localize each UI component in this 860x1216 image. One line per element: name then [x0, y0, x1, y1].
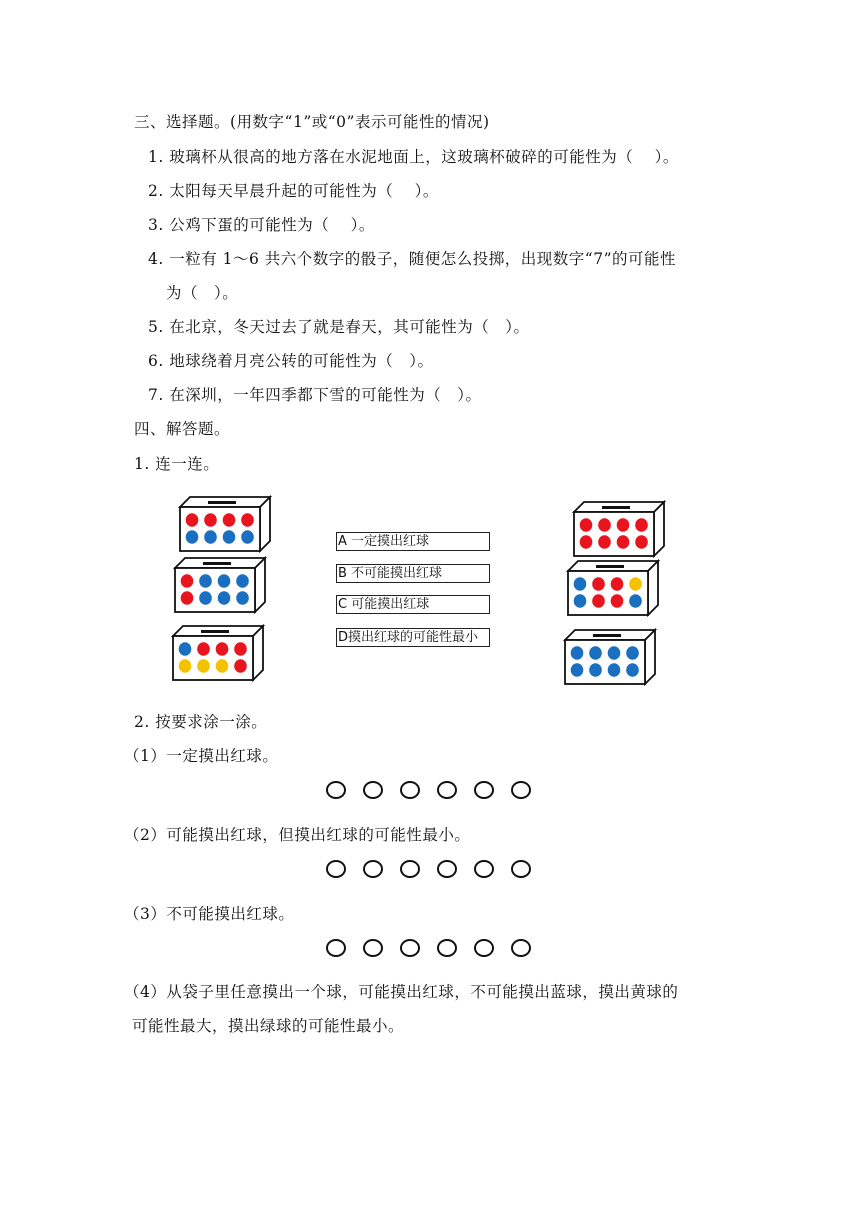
blue-ball: [199, 591, 212, 605]
circle[interactable]: [363, 781, 383, 799]
question-connect: 1. 连一连。: [134, 455, 220, 473]
blue-ball: [236, 591, 249, 605]
circle[interactable]: [400, 939, 420, 957]
blue-ball: [589, 646, 602, 660]
red-ball: [617, 518, 630, 532]
option-b-box: B 不可能摸出红球: [336, 564, 490, 583]
question-5: 5. 在北京，冬天过去了就是春天，其可能性为（ ）。: [148, 318, 530, 336]
option-c-box: C 可能摸出红球: [336, 595, 490, 614]
sub-question-2: （2）可能摸出红球，但摸出红球的可能性最小。: [124, 826, 471, 844]
blue-ball: [571, 646, 584, 660]
circle[interactable]: [511, 939, 531, 957]
red-ball: [204, 513, 217, 527]
ball-box-left-3: [171, 624, 267, 682]
red-ball: [234, 642, 247, 656]
blue-ball: [204, 530, 217, 544]
option-a-box: A 一定摸出红球: [336, 532, 490, 551]
question-4-line-1: 4. 一粒有 1～6 共六个数字的骰子，随便怎么投掷，出现数字“7”的可能性: [148, 250, 677, 268]
blue-ball: [626, 646, 639, 660]
blue-ball: [608, 663, 621, 677]
red-ball: [580, 518, 593, 532]
sub-question-1: （1）一定摸出红球。: [124, 747, 279, 765]
circle-row-3: [326, 939, 531, 957]
red-ball: [580, 535, 593, 549]
circle[interactable]: [437, 939, 457, 957]
circle[interactable]: [363, 860, 383, 878]
red-ball: [234, 659, 247, 673]
question-color: 2. 按要求涂一涂。: [134, 713, 268, 731]
circle-row-2: [326, 860, 531, 878]
ball-box-left-1: [178, 495, 274, 553]
circle[interactable]: [437, 860, 457, 878]
red-ball: [216, 642, 229, 656]
blue-ball: [179, 642, 192, 656]
blue-ball: [223, 530, 236, 544]
blue-ball: [236, 574, 249, 588]
blue-ball: [574, 594, 587, 608]
circle-row-1: [326, 781, 531, 799]
red-ball: [635, 518, 648, 532]
circle[interactable]: [474, 939, 494, 957]
red-ball: [186, 513, 199, 527]
yellow-ball: [629, 577, 642, 591]
red-ball: [223, 513, 236, 527]
circle[interactable]: [511, 860, 531, 878]
blue-ball: [571, 663, 584, 677]
sub-question-3: （3）不可能摸出红球。: [124, 905, 295, 923]
red-ball: [181, 574, 194, 588]
ball-box-left-2: [173, 556, 269, 614]
sub-question-4-line-2: 可能性最大，摸出绿球的可能性最小。: [132, 1017, 405, 1035]
blue-ball: [626, 663, 639, 677]
section-4-title: 四、解答题。: [134, 420, 231, 438]
red-ball: [241, 513, 254, 527]
question-2: 2. 太阳每天早晨升起的可能性为（ ）。: [148, 182, 439, 200]
red-ball: [611, 594, 624, 608]
yellow-ball: [197, 659, 210, 673]
circle[interactable]: [400, 860, 420, 878]
blue-ball: [629, 594, 642, 608]
red-ball: [598, 518, 611, 532]
section-3-title: 三、选择题。(用数字“1”或“0”表示可能性的情况): [134, 113, 490, 131]
circle[interactable]: [326, 860, 346, 878]
ball-box-right-1: [572, 500, 668, 558]
red-ball: [635, 535, 648, 549]
circle[interactable]: [437, 781, 457, 799]
question-7: 7. 在深圳，一年四季都下雪的可能性为（ ）。: [148, 386, 482, 404]
red-ball: [592, 577, 605, 591]
circle[interactable]: [326, 939, 346, 957]
question-1: 1. 玻璃杯从很高的地方落在水泥地面上，这玻璃杯破碎的可能性为（ ）。: [148, 148, 679, 166]
question-4-line-2: 为（ ）。: [166, 284, 239, 302]
sub-question-4-line-1: （4）从袋子里任意摸出一个球，可能摸出红球，不可能摸出蓝球，摸出黄球的: [124, 983, 679, 1001]
blue-ball: [589, 663, 602, 677]
circle[interactable]: [474, 781, 494, 799]
circle[interactable]: [400, 781, 420, 799]
blue-ball: [218, 591, 231, 605]
red-ball: [197, 642, 210, 656]
circle[interactable]: [474, 860, 494, 878]
ball-box-right-3: [563, 628, 659, 686]
blue-ball: [218, 574, 231, 588]
circle[interactable]: [511, 781, 531, 799]
option-d-box: D摸出红球的可能性最小: [336, 628, 490, 647]
blue-ball: [241, 530, 254, 544]
circle[interactable]: [326, 781, 346, 799]
blue-ball: [199, 574, 212, 588]
red-ball: [181, 591, 194, 605]
yellow-ball: [216, 659, 229, 673]
yellow-ball: [179, 659, 192, 673]
question-3: 3. 公鸡下蛋的可能性为（ ）。: [148, 216, 375, 234]
red-ball: [617, 535, 630, 549]
blue-ball: [574, 577, 587, 591]
circle[interactable]: [363, 939, 383, 957]
blue-ball: [186, 530, 199, 544]
ball-box-right-2: [566, 559, 662, 617]
question-6: 6. 地球绕着月亮公转的可能性为（ ）。: [148, 352, 434, 370]
red-ball: [598, 535, 611, 549]
red-ball: [611, 577, 624, 591]
red-ball: [592, 594, 605, 608]
blue-ball: [608, 646, 621, 660]
